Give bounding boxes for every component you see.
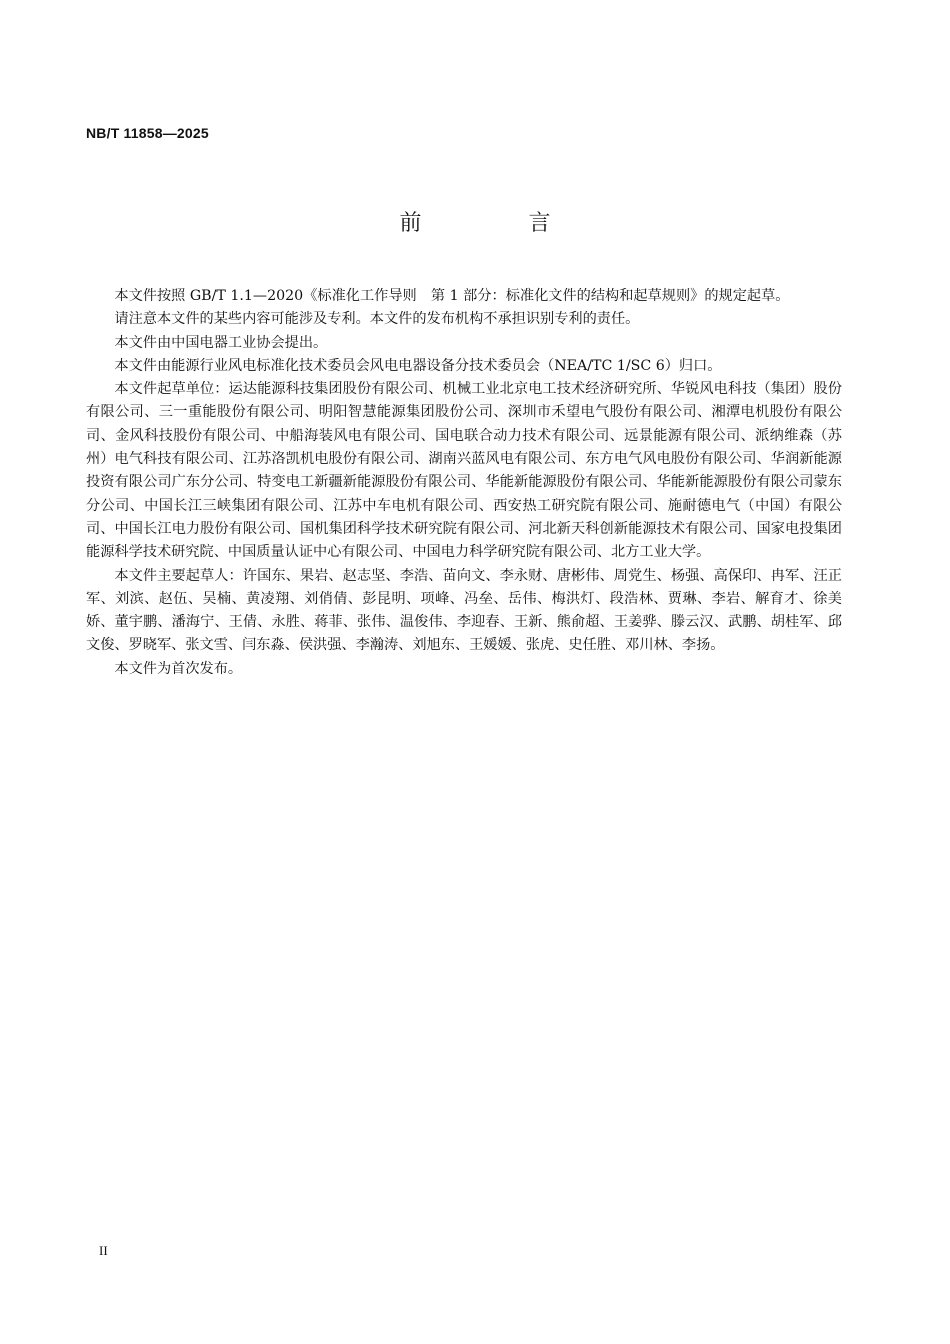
paragraph-patent-notice: 请注意本文件的某些内容可能涉及专利。本文件的发布机构不承担识别专利的责任。 [114, 311, 640, 328]
paragraph-drafters: 本文件主要起草人：许国东、果岩、赵志坚、李浩、苗向文、李永财、唐彬伟、周党生、杨强、高保印、冉军、汪正军、刘滨、赵伍、吴楠、黄凌翔、刘俏倩、彭昆明、项峰、冯垒、岳伟、梅洪灯、段浩林、贾琳、李岩、解育才、徐美娇、董宇鹏、潘海宁、王倩、永胜、蒋菲、张伟、温俊伟、李迎春、王新、熊俞超、王姜骅、滕云汉、武鹏、胡桂军、邱文俊、罗晓军、张文雪、闫东淼、侯洪强、李瀚涛、刘旭东、王媛媛、张虎、史任胜、邓川林、李扬。 [86, 567, 842, 654]
page-title: 前 言 [399, 211, 601, 236]
paragraph-drafting-units: 本文件起草单位：运达能源科技集团股份有限公司、机械工业北京电工技术经济研究所、华锐风电科技（集团）股份有限公司、三一重能股份有限公司、明阳智慧能源集团股份公司、深圳市禾望电气股份有限公司、湘潭电机股份有限公司、金风科技股份有限公司、中船海装风电有限公司、国电联合动力技术有限公司、远景能源有限公司、派纳维森（苏州）电气科技有限公司、江苏洛凯机电股份有限公司、湖南兴蓝风电有限公司、东方电气风电股份有限公司、华润新能源投资有限公司广东分公司、特变电工新疆新能源股份有限公司、华能新能源股份有限公司、华能新能源股份有限公司蒙东分公司、中国长江三峡集团有限公司、江苏中车电机有限公司、西安热工研究院有限公司、施耐德电气（中国）有限公司、中国长江电力股份有限公司、国机集团科学技术研究院有限公司、河北新天科创新能源技术有限公司、国家电投集团能源科学技术研究院、中国质量认证中心有限公司、中国电力科学研究院有限公司、北方工业大学。 [86, 381, 842, 561]
paragraph-first-release: 本文件为首次发布。 [114, 660, 243, 677]
foreword-body [86, 285, 842, 681]
paragraph-proposer: 本文件由中国电器工业协会提出。 [114, 334, 328, 351]
paragraph-technical-committee: 本文件由能源行业风电标准化技术委员会风电电器设备分技术委员会（NEA/TC 1/SC 6）归口。 [114, 357, 722, 374]
page-number: II [99, 1243, 108, 1258]
standard-number: NB/T 11858—2025 [86, 125, 209, 141]
paragraph-drafting-rules: 本文件按照 GB/T 1.1—2020《标准化工作导则 第 1 部分：标准化文件的结构和起草规则》的规定起草。 [114, 288, 790, 304]
